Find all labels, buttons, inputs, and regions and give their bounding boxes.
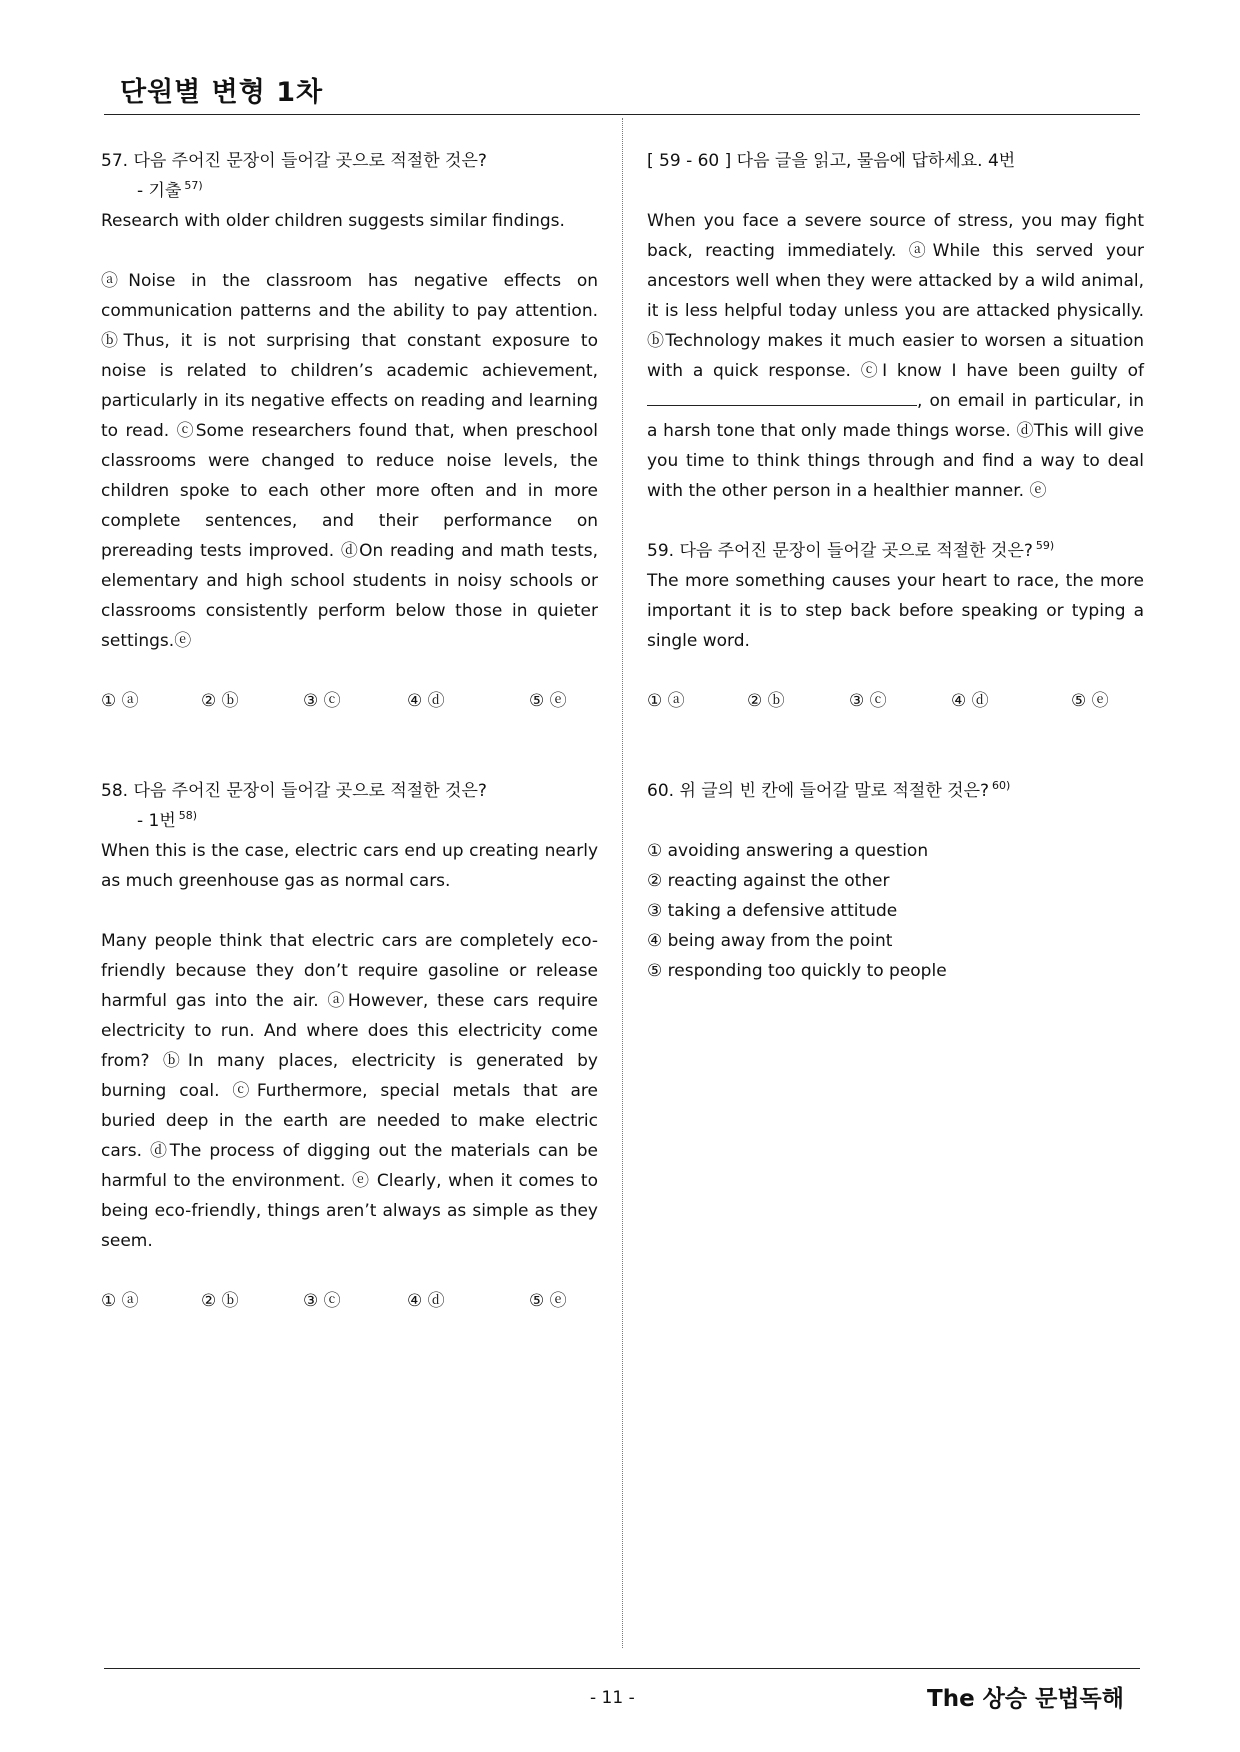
footer-divider (104, 1668, 1140, 1669)
question-57-source-label: - 기출 (137, 181, 182, 201)
question-58-source (137, 806, 598, 836)
option-2[interactable]: ② reacting against the other (647, 871, 890, 891)
question-60-prompt (647, 776, 1144, 806)
choice-5[interactable]: ⑤ ⓔ (1071, 691, 1109, 711)
question-57-source (137, 176, 598, 206)
question-60-footnote-ref: 60) (992, 779, 1011, 793)
footer-brand: The 상승 문법독해 (927, 1686, 1124, 1712)
question-58-choices (101, 1286, 598, 1316)
choice-5[interactable]: ⑤ ⓔ (529, 1291, 567, 1311)
question-59-choices (647, 686, 1144, 716)
question-59-footnote-ref: 59) (1035, 539, 1055, 553)
question-57-passage: ⓐNoise in the classroom has negative effects on communication patterns and the ability to pay attention. ⓑThus, it is not surprising that constant exposure to noise is related to children’s academic achievement, particularly in its negative effects on reading and learning to read. ⓒSome researchers found that, when preschool classrooms were changed to reduce noise levels, the children spoke to each other more often and in more complete sentences, and their performance on prereading tests improved. ⓓOn reading and math tests, elementary and high school students in noisy schools or classrooms consistently perform below those in quieter settings.ⓔ (101, 271, 598, 651)
page-title: 단원별 변형 1차 (120, 77, 324, 108)
question-58 (101, 776, 598, 1316)
question-58-prompt: 58. 다음 주어진 문장이 들어갈 곳으로 적절한 것은? (101, 781, 487, 801)
question-57-footnote-ref: 57) (184, 179, 203, 193)
spacer (647, 656, 1144, 686)
question-58-passage: Many people think that electric cars are completely eco-friendly because they don’t require gasoline or release harmful gas into the air. ⓐHowever, these cars require electricity to run. And where does this electricity come from? ⓑIn many places, electricity is generated by burning coal. ⓒFurthermore, special metals that are buried deep in the earth are needed to make electric cars. ⓓThe process of digging out the materials can be harmful to the environment. ⓔ Clearly, when it comes to being eco-friendly, things aren’t always as simple as they seem. (101, 931, 598, 1251)
spacer (101, 896, 598, 926)
question-58-source-label: - 1번 (137, 811, 176, 831)
question-59-prompt (647, 536, 1144, 566)
option-1[interactable]: ① avoiding answering a question (647, 841, 929, 861)
question-60-prompt-text: 60. 위 글의 빈 칸에 들어갈 말로 적절한 것은? (647, 781, 990, 801)
question-58-given-sentence: When this is the case, electric cars end up creating nearly as much greenhouse gas as normal cars. (101, 841, 598, 891)
spacer (101, 236, 598, 266)
question-60-options (647, 836, 1144, 986)
passage-59-60 (647, 146, 1144, 506)
question-59-given-sentence: The more something causes your heart to race, the more important it is to step back before speaking or typing a single word. (647, 571, 1144, 651)
spacer (101, 1256, 598, 1286)
choice-3[interactable]: ③ ⓒ (303, 691, 341, 711)
spacer (101, 716, 598, 746)
question-59 (647, 536, 1144, 716)
spacer (647, 506, 1144, 536)
choice-1[interactable]: ① ⓐ (101, 691, 139, 711)
question-58-footnote-ref: 58) (178, 809, 198, 823)
question-57-choices (101, 686, 598, 716)
question-57 (101, 146, 598, 716)
spacer (647, 746, 1144, 776)
option-3[interactable]: ③ taking a defensive attitude (647, 901, 898, 921)
question-60 (647, 776, 1144, 986)
choice-3[interactable]: ③ ⓒ (303, 1291, 341, 1311)
spacer (647, 176, 1144, 206)
choice-2[interactable]: ② ⓑ (201, 1291, 239, 1311)
spacer (101, 656, 598, 686)
passage-59-60-text (647, 206, 1144, 506)
choice-4[interactable]: ④ ⓓ (951, 691, 989, 711)
passage-text-before-blank: When you face a severe source of stress, you may fight back, reacting immediately. ⓐWhile this served your ancestors well when they were attacked by a wild animal, it is less helpful today unless you are attacked physically. ⓑTechnology makes it much easier to worsen a situation with a quick response. ⓒI know I have been guilty of (647, 211, 1144, 381)
column-divider (622, 118, 623, 1648)
choice-2[interactable]: ② ⓑ (747, 691, 785, 711)
option-5[interactable]: ⑤ responding too quickly to people (647, 961, 947, 981)
right-column (647, 146, 1144, 986)
question-57-given-sentence: Research with older children suggests similar findings. (101, 211, 565, 231)
page-number: - 11 - (590, 1688, 635, 1708)
passage-59-60-instruction: [ 59 - 60 ] 다음 글을 읽고, 물음에 답하세요. 4번 (647, 151, 1016, 171)
question-59-prompt-text: 59. 다음 주어진 문장이 들어갈 곳으로 적절한 것은? (647, 541, 1033, 561)
choice-3[interactable]: ③ ⓒ (849, 691, 887, 711)
choice-4[interactable]: ④ ⓓ (407, 691, 445, 711)
header-divider (104, 114, 1140, 115)
answer-blank (647, 387, 917, 406)
spacer (101, 746, 598, 776)
choice-4[interactable]: ④ ⓓ (407, 1291, 445, 1311)
question-57-prompt: 57. 다음 주어진 문장이 들어갈 곳으로 적절한 것은? (101, 151, 487, 171)
spacer (647, 806, 1144, 836)
choice-2[interactable]: ② ⓑ (201, 691, 239, 711)
left-column (101, 146, 598, 1316)
option-4[interactable]: ④ being away from the point (647, 931, 893, 951)
passage-text-after-blank: , on email in particular, in a harsh tone that only made things worse. ⓓThis will give you time to think things through and find a way to deal with the other person in a healthier manner. ⓔ (647, 391, 1144, 501)
spacer (647, 716, 1144, 746)
choice-5[interactable]: ⑤ ⓔ (529, 691, 567, 711)
choice-1[interactable]: ① ⓐ (647, 691, 685, 711)
choice-1[interactable]: ① ⓐ (101, 1291, 139, 1311)
